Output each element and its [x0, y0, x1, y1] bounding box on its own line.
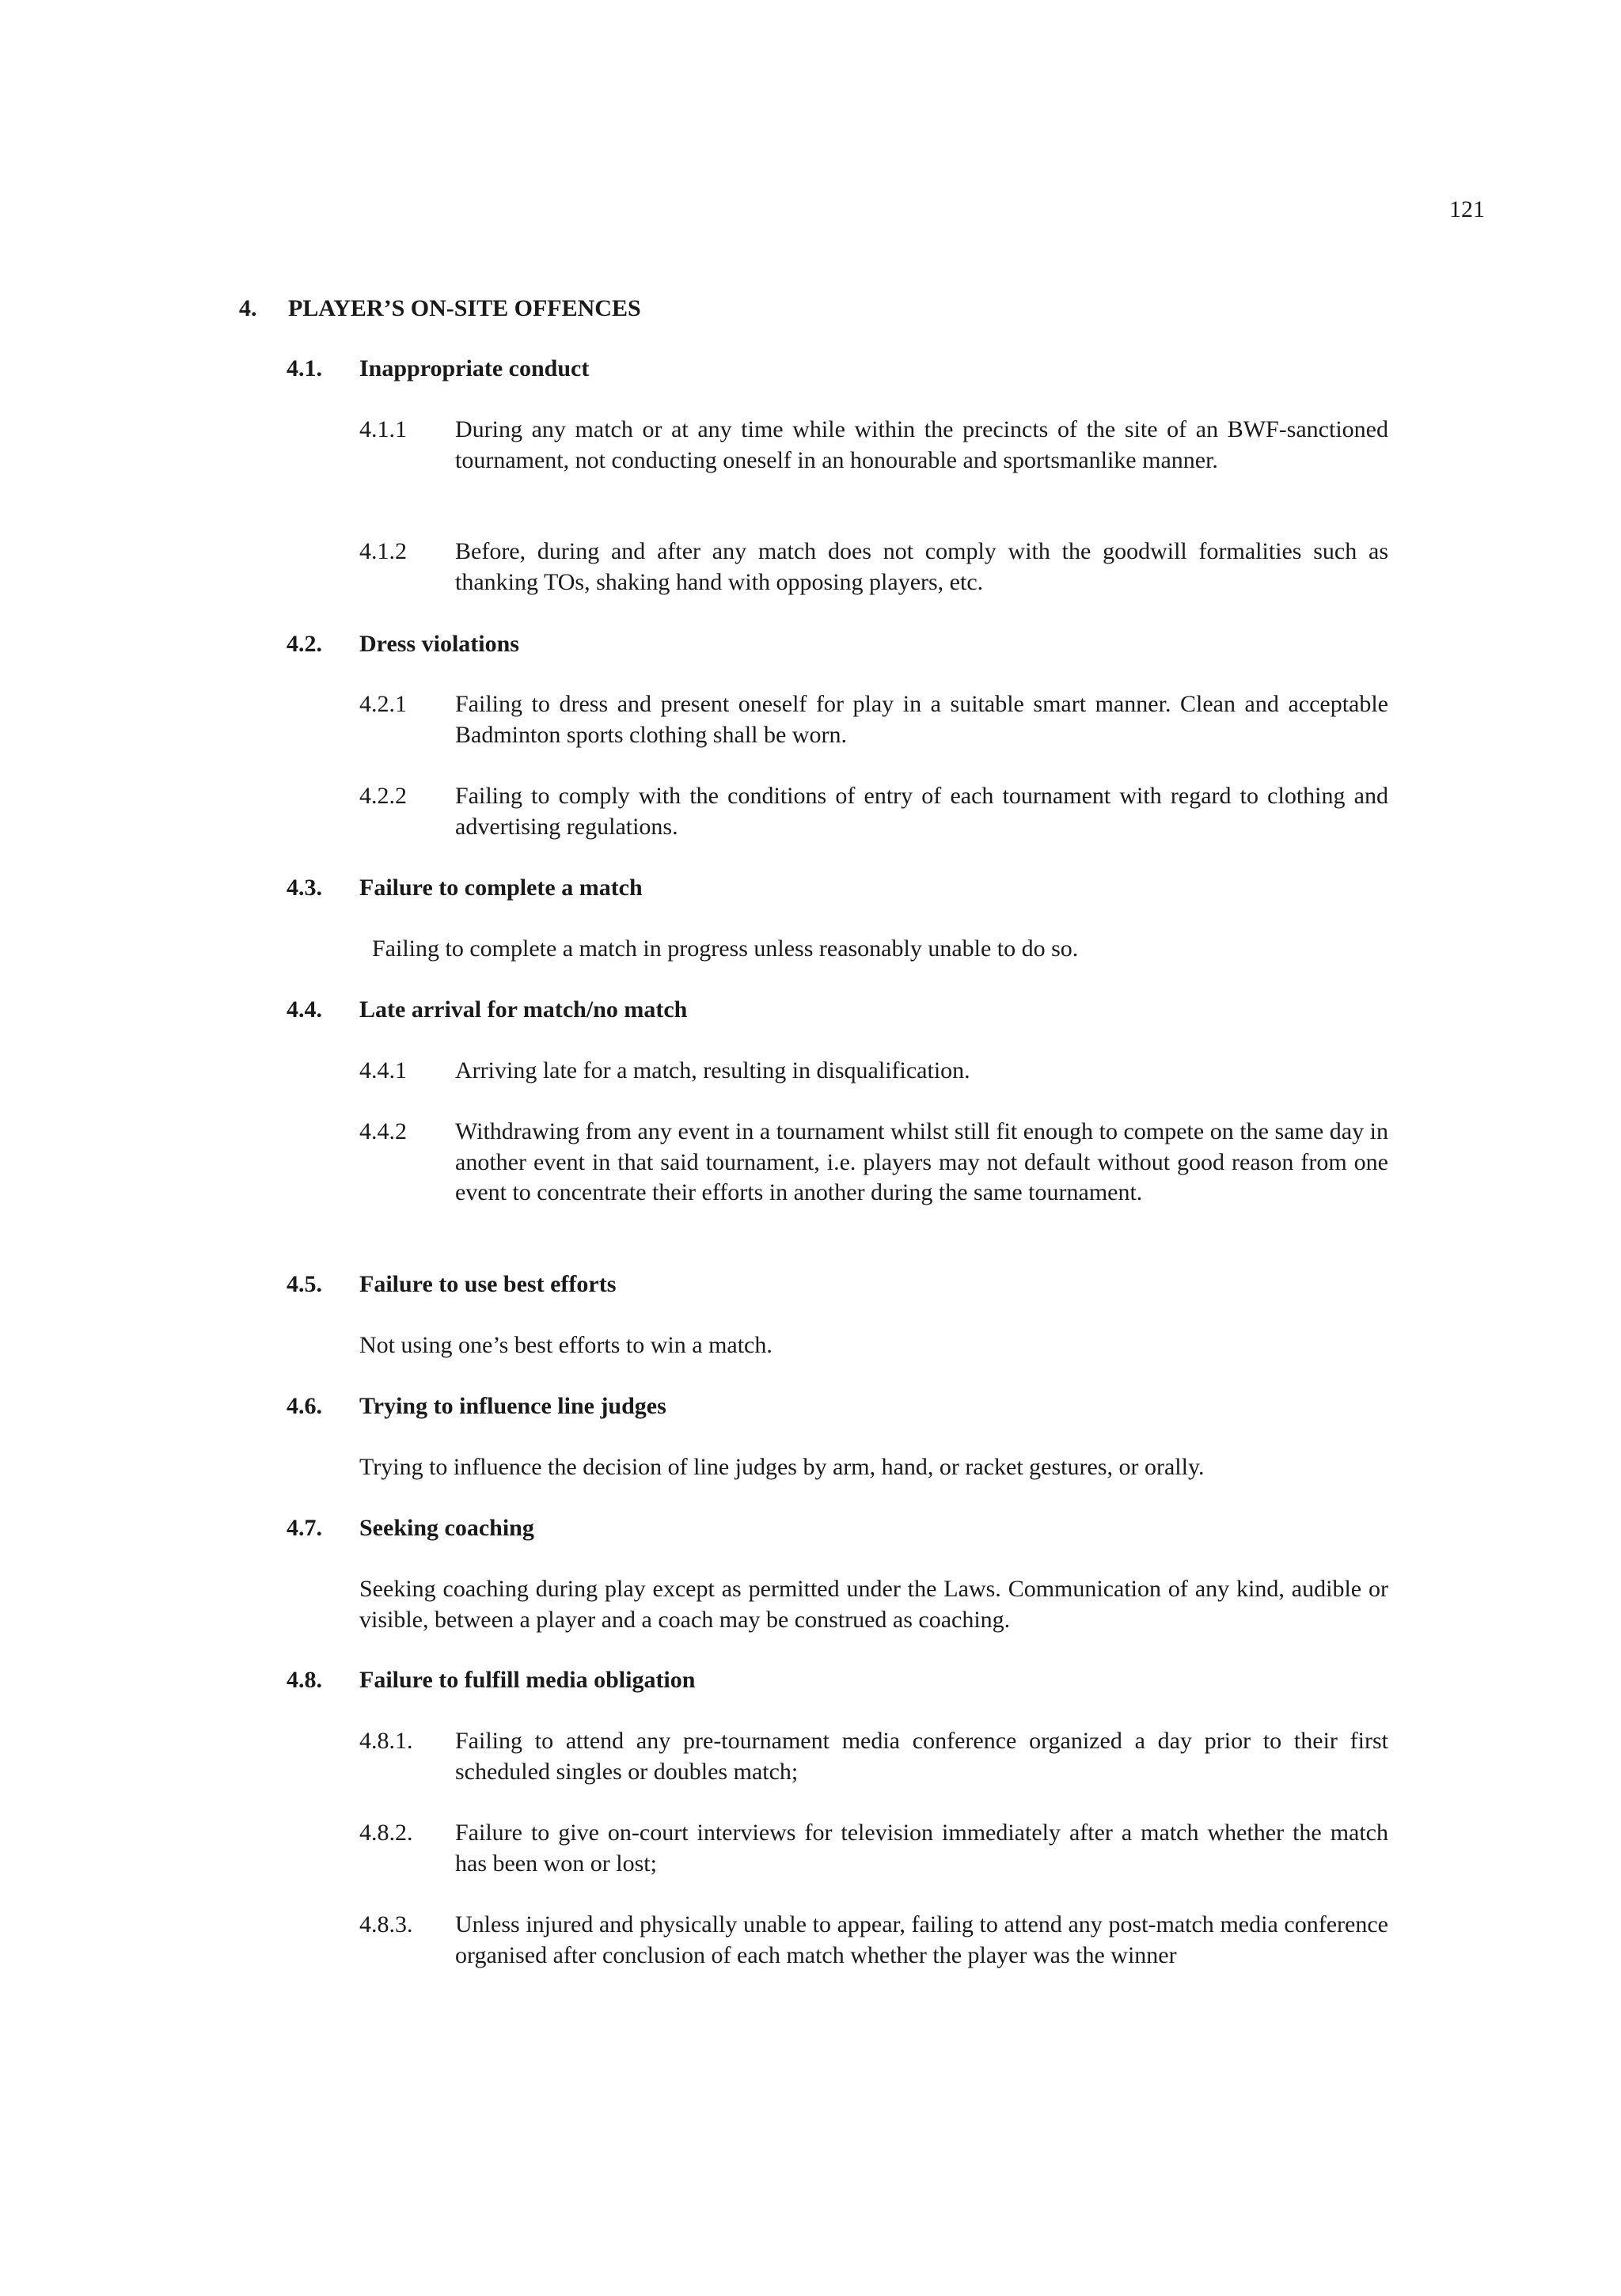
clause-4-4-2 — [359, 1117, 1388, 1209]
subsection-number: 4.2. — [287, 631, 322, 657]
paragraph-4-3: Failing to complete a match in progress unless reasonably unable to do so. — [372, 935, 1079, 962]
subsection-title: Failure to fulfill media obligation — [359, 1667, 696, 1693]
clause-text: Withdrawing from any event in a tournament whilst still fit enough to compete on the same day in another event in that said tournament, i.e. players may not default without good reason from one event to concentrate their efforts in another during the same tournament. — [455, 1118, 1388, 1205]
subsection-number: 4.4. — [287, 996, 322, 1023]
subsection-title: Dress violations — [359, 631, 519, 657]
subsection-heading-4-5 — [287, 1269, 616, 1300]
clause-text: Failing to dress and present oneself for play in a suitable smart manner. Clean and acceptable Badminton sports clothing shall be worn. — [455, 691, 1388, 748]
clause-text: Unless injured and physically unable to appear, failing to attend any post-match media conference organised after conclusion of each match whether the player was the winner — [455, 1911, 1388, 1968]
clause-4-8-1 — [359, 1726, 1388, 1787]
subsection-title: Failure to complete a match — [359, 875, 643, 901]
subsection-heading-4-2 — [287, 629, 519, 660]
subsection-heading-4-1 — [287, 354, 589, 385]
clause-number: 4.8.2. — [359, 1820, 413, 1846]
clause-4-8-3 — [359, 1910, 1388, 1971]
clause-4-1-2 — [359, 537, 1388, 598]
subsection-number: 4.3. — [287, 875, 322, 901]
section-title: PLAYER’S ON-SITE OFFENCES — [288, 295, 641, 321]
clause-number: 4.1.2 — [359, 538, 407, 564]
clause-4-1-1 — [359, 415, 1388, 476]
page-number: 121 — [1449, 196, 1485, 222]
subsection-title: Failure to use best efforts — [359, 1271, 617, 1297]
clause-number: 4.4.1 — [359, 1057, 407, 1083]
clause-number: 4.2.2 — [359, 783, 407, 809]
clause-text: Before, during and after any match does not comply with the goodwill formalities such as thanking TOs, shaking hand with opposing players, etc. — [455, 538, 1388, 595]
clause-text: During any match or at any time while within the precincts of the site of an BWF-sanctioned tournament, not conducting oneself in an honourable and sportsmanlike manner. — [455, 416, 1388, 473]
subsection-number: 4.8. — [287, 1667, 322, 1693]
subsection-number: 4.6. — [287, 1393, 322, 1419]
clause-text: Arriving late for a match, resulting in disqualification. — [455, 1057, 970, 1083]
clause-4-8-2 — [359, 1818, 1388, 1879]
subsection-heading-4-8 — [287, 1665, 695, 1696]
subsection-title: Inappropriate conduct — [359, 355, 590, 381]
paragraph-4-6: Trying to influence the decision of line judges by arm, hand, or racket gestures, or orally. — [359, 1454, 1205, 1480]
subsection-heading-4-6 — [287, 1391, 666, 1422]
subsection-heading-4-4 — [287, 995, 687, 1026]
subsection-number: 4.7. — [287, 1515, 322, 1541]
paragraph-4-7: Seeking coaching during play except as permitted under the Laws. Communication of any kind, audible or visible, between a player and a coach may be construed as coaching. — [359, 1576, 1388, 1633]
subsection-number: 4.1. — [287, 355, 322, 381]
clause-4-2-2 — [359, 781, 1388, 842]
clause-4-4-1 — [359, 1056, 1388, 1087]
paragraph-4-5: Not using one’s best efforts to win a match. — [359, 1332, 773, 1358]
subsection-title: Seeking coaching — [359, 1515, 534, 1541]
clause-number: 4.1.1 — [359, 416, 407, 442]
clause-number: 4.8.3. — [359, 1911, 413, 1937]
subsection-title: Trying to influence line judges — [359, 1393, 666, 1419]
subsection-heading-4-7 — [287, 1513, 534, 1544]
clause-text: Failure to give on-court interviews for television immediately after a match whether the match has been won or lost; — [455, 1820, 1388, 1877]
clause-number: 4.2.1 — [359, 691, 407, 717]
clause-4-2-1 — [359, 689, 1388, 750]
subsection-number: 4.5. — [287, 1271, 322, 1297]
section-heading — [239, 294, 641, 324]
clause-number: 4.4.2 — [359, 1118, 407, 1144]
subsection-title: Late arrival for match/no match — [359, 996, 688, 1023]
subsection-heading-4-3 — [287, 873, 643, 904]
section-number: 4. — [239, 295, 257, 321]
clause-text: Failing to comply with the conditions of entry of each tournament with regard to clothing and advertising regulations. — [455, 783, 1388, 840]
clause-text: Failing to attend any pre-tournament media conference organized a day prior to their first scheduled singles or doubles match; — [455, 1728, 1388, 1785]
clause-number: 4.8.1. — [359, 1728, 413, 1754]
